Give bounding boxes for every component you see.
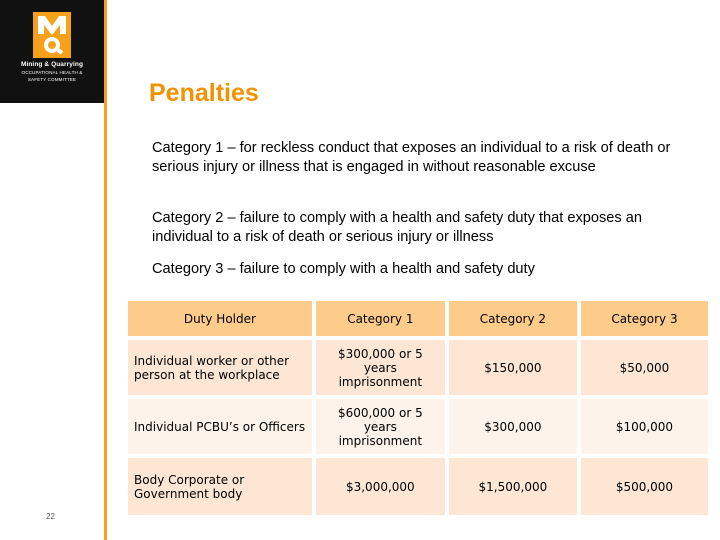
category-2-cell: $150,000 bbox=[447, 338, 579, 397]
table-row bbox=[128, 397, 708, 456]
penalties-table bbox=[128, 301, 708, 515]
logo-title: Mining & Quarrying bbox=[20, 61, 84, 68]
page-title: Penalties bbox=[149, 79, 259, 107]
category-1-cell: $3,000,000 bbox=[314, 456, 447, 515]
category-2-text: – failure to comply with a health and safety duty that exposes an individual to a risk of death or serious injury or illness bbox=[152, 210, 642, 245]
table-row bbox=[128, 338, 708, 397]
category-2-label: Category 2 bbox=[152, 210, 224, 226]
mq-logo-icon bbox=[33, 12, 71, 58]
category-3-cell: $100,000 bbox=[579, 397, 708, 456]
category-3-cell: $500,000 bbox=[579, 456, 708, 515]
category-3-text: – failure to comply with a health and safety duty bbox=[223, 261, 535, 277]
category-1-label: Category 1 bbox=[152, 140, 224, 156]
category-1-cell: $600,000 or 5 years imprisonment bbox=[314, 397, 447, 456]
column-header-category-2: Category 2 bbox=[447, 301, 579, 338]
table-row bbox=[128, 456, 708, 515]
category-3-cell: $50,000 bbox=[579, 338, 708, 397]
column-header-category-3: Category 3 bbox=[579, 301, 708, 338]
table-header-row bbox=[128, 301, 708, 338]
category-2-cell: $300,000 bbox=[447, 397, 579, 456]
category-3-label: Category 3 bbox=[152, 261, 224, 277]
category-2-cell: $1,500,000 bbox=[447, 456, 579, 515]
duty-holder-cell: Individual PCBU’s or Officers bbox=[134, 419, 306, 434]
accent-rule bbox=[104, 0, 107, 540]
category-1-cell: $300,000 or 5 years imprisonment bbox=[314, 338, 447, 397]
category-3-paragraph bbox=[152, 260, 682, 279]
logo-subtitle-2: SAFETY COMMITTEE bbox=[27, 77, 77, 82]
column-header-category-1: Category 1 bbox=[314, 301, 447, 338]
logo-subtitle-1: OCCUPATIONAL HEALTH & bbox=[21, 70, 83, 75]
page-number: 22 bbox=[46, 512, 55, 521]
duty-holder-cell: Individual worker or other person at the workplace bbox=[134, 353, 290, 382]
category-1-paragraph bbox=[152, 139, 682, 177]
column-header-duty-holder: Duty Holder bbox=[183, 311, 256, 326]
logo bbox=[0, 0, 104, 103]
duty-holder-cell: Body Corporate or Government body bbox=[134, 472, 245, 501]
category-2-paragraph bbox=[152, 209, 682, 247]
sidebar bbox=[0, 0, 104, 540]
category-1-text: – for reckless conduct that exposes an individual to a risk of death or serious injury or illness that is engaged in without reasonable excuse bbox=[152, 140, 671, 175]
